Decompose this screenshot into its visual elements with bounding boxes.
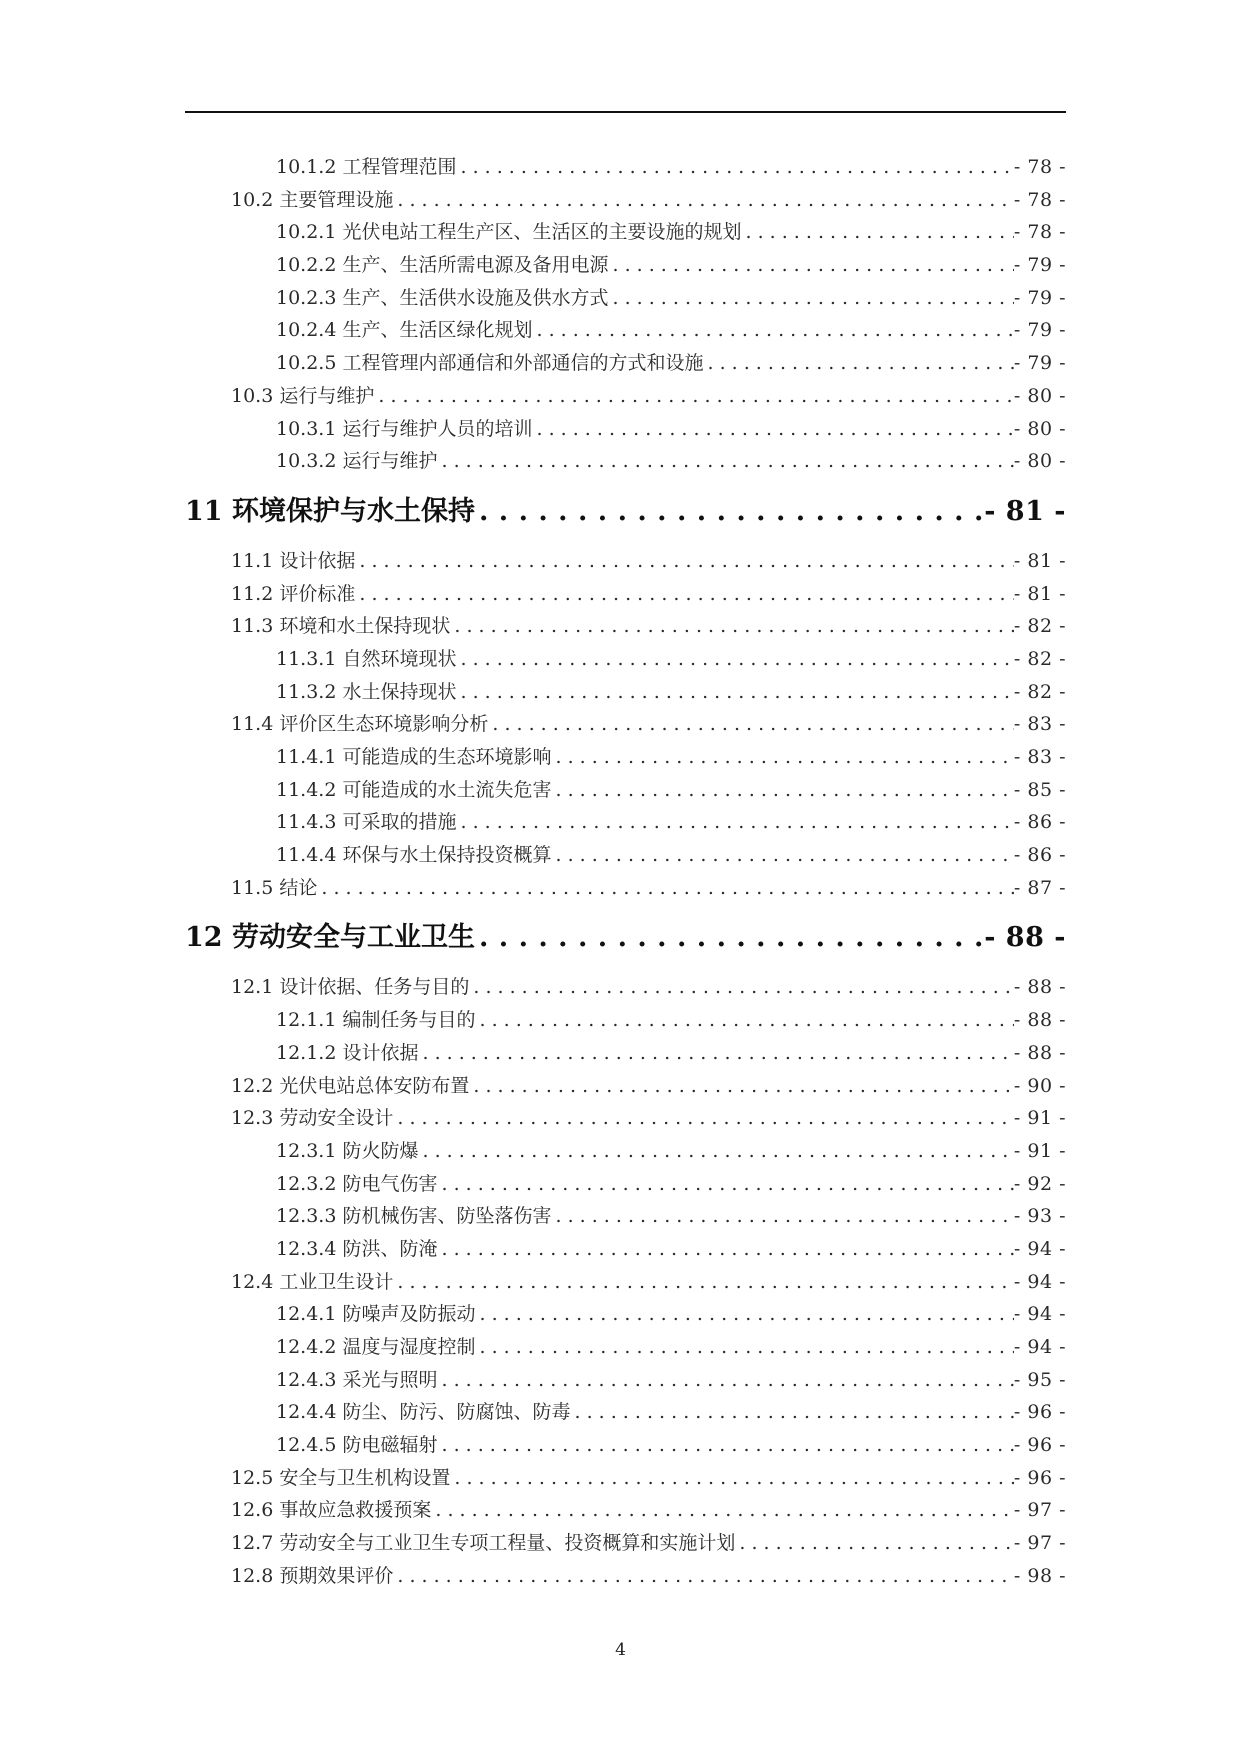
toc-entry[interactable] <box>185 413 1066 446</box>
toc-entry-label: 12.4.2 温度与湿度控制 <box>276 1336 476 1358</box>
dot-leader <box>735 1527 1014 1560</box>
dot-leader <box>570 1396 1013 1429</box>
toc-entry-label: 12.4.1 防噪声及防振动 <box>276 1303 476 1326</box>
toc-entry-page: - 97 - <box>1013 1532 1066 1555</box>
toc-entry-label: 10.2.2 生产、生活所需电源及备用电源 <box>276 254 609 277</box>
toc-entry-page: - 94 - <box>1013 1336 1066 1358</box>
toc-entry-page: - 81 - <box>984 495 1066 527</box>
toc-entry-label: 11.3.2 水土保持现状 <box>276 680 457 703</box>
toc-entry-page: - 81 - <box>1013 549 1066 572</box>
dot-leader <box>418 1037 1013 1070</box>
dot-leader <box>437 1233 1013 1266</box>
toc-entry-page: - 86 - <box>1013 844 1066 867</box>
toc-entry[interactable] <box>185 1070 1066 1103</box>
toc-entry-label: 10.3.1 运行与维护人员的培训 <box>276 417 533 440</box>
toc-entry-label: 11.3.1 自然环境现状 <box>276 647 457 670</box>
dot-leader <box>532 314 1013 347</box>
dot-leader <box>393 1266 1014 1299</box>
toc-entry-label: 12.7 劳动安全与工业卫生专项工程量、投资概算和实施计划 <box>231 1532 736 1555</box>
toc-entry[interactable] <box>185 282 1066 315</box>
toc-entry-page: - 78 - <box>1013 156 1066 178</box>
dot-leader <box>608 249 1013 282</box>
toc-entry[interactable] <box>185 216 1066 249</box>
dot-leader <box>475 914 984 961</box>
dot-leader <box>437 1364 1013 1397</box>
header-rule <box>185 111 1066 113</box>
toc-entry-label: 10.2.4 生产、生活区绿化规划 <box>276 319 533 342</box>
toc-entry[interactable] <box>185 1037 1066 1070</box>
toc-entry[interactable] <box>185 741 1066 774</box>
toc-entry[interactable] <box>185 643 1066 676</box>
dot-leader <box>456 151 1013 184</box>
toc-entry-label: 12.4.4 防尘、防污、防腐蚀、防毒 <box>276 1401 571 1424</box>
toc-entry[interactable] <box>185 1494 1066 1527</box>
dot-leader <box>431 1494 1014 1527</box>
toc-entry-label: 12.3 劳动安全设计 <box>231 1107 394 1130</box>
toc-entry[interactable] <box>185 380 1066 413</box>
toc-entry-label: 11.4.1 可能造成的生态环境影响 <box>276 746 552 768</box>
toc-entry[interactable] <box>185 676 1066 709</box>
toc-entry-label: 12.2 光伏电站总体安防布置 <box>231 1074 470 1097</box>
toc-chapter-entry[interactable] <box>185 488 1066 535</box>
toc-entry-page: - 83 - <box>1013 713 1066 736</box>
toc-entry[interactable] <box>185 1004 1066 1037</box>
dot-leader <box>437 1429 1013 1462</box>
toc-entry-label: 12.3.1 防火防爆 <box>276 1139 419 1162</box>
dot-leader <box>437 445 1013 478</box>
toc-entry[interactable] <box>185 806 1066 839</box>
toc-entry[interactable] <box>185 1396 1066 1429</box>
dot-leader <box>551 1200 1013 1233</box>
dot-leader <box>532 413 1013 446</box>
page-number: 4 <box>615 1640 626 1660</box>
dot-leader <box>551 774 1013 807</box>
toc-entry[interactable] <box>185 578 1066 611</box>
toc-entry-label: 11.2 评价标准 <box>231 582 356 605</box>
toc-entry-page: - 91 - <box>1013 1139 1066 1162</box>
toc-entry-page: - 98 - <box>1013 1564 1066 1587</box>
toc-entry-label: 12.4 工业卫生设计 <box>231 1270 394 1293</box>
toc-entry-page: - 78 - <box>1013 221 1066 244</box>
toc-entry[interactable] <box>185 445 1066 478</box>
dot-leader <box>741 216 1013 249</box>
dot-leader <box>450 610 1014 643</box>
toc-entry-page: - 88 - <box>984 922 1066 954</box>
toc-entry-label: 10.2 主要管理设施 <box>231 188 394 211</box>
toc-entry-label: 12.6 事故应急救援预案 <box>231 1499 432 1522</box>
dot-leader <box>456 676 1013 709</box>
toc-chapter-entry[interactable] <box>185 914 1066 961</box>
toc-entry-page: - 94 - <box>1013 1303 1066 1326</box>
toc-entry-page: - 85 - <box>1013 778 1066 801</box>
dot-leader <box>703 347 1013 380</box>
toc-entry-label: 12.4.5 防电磁辐射 <box>276 1434 438 1457</box>
toc-entry[interactable] <box>185 249 1066 282</box>
toc-entry-page: - 82 - <box>1013 680 1066 703</box>
dot-leader <box>317 872 1014 905</box>
dot-leader <box>469 1070 1014 1103</box>
toc-entry[interactable] <box>185 184 1066 217</box>
toc-entry-label: 10.2.5 工程管理内部通信和外部通信的方式和设施 <box>276 352 704 375</box>
dot-leader <box>551 839 1013 872</box>
toc-entry-page: - 82 - <box>1013 615 1066 638</box>
toc-entry[interactable] <box>185 1298 1066 1331</box>
toc-entry[interactable] <box>185 1527 1066 1560</box>
toc-entry-page: - 87 - <box>1013 876 1066 899</box>
toc-entry-page: - 95 - <box>1013 1368 1066 1391</box>
toc-entry-page: - 88 - <box>1013 1041 1066 1064</box>
dot-leader <box>608 282 1013 315</box>
toc-entry[interactable] <box>185 151 1066 184</box>
toc-entry-page: - 80 - <box>1013 384 1066 407</box>
toc-entry-label: 12.3.3 防机械伤害、防坠落伤害 <box>276 1205 552 1228</box>
toc-entry-label: 11.5 结论 <box>231 876 318 899</box>
dot-leader <box>469 971 1014 1004</box>
dot-leader <box>450 1462 1014 1495</box>
toc-entry[interactable] <box>185 1266 1066 1299</box>
dot-leader <box>437 1168 1013 1201</box>
toc-entry-label: 12.1.2 设计依据 <box>276 1041 419 1064</box>
toc-entry-label: 11.4.3 可采取的措施 <box>276 811 457 834</box>
toc-entry-page: - 88 - <box>1013 976 1066 999</box>
dot-leader <box>374 380 1014 413</box>
toc-entry[interactable] <box>185 839 1066 872</box>
toc-entry-page: - 96 - <box>1013 1434 1066 1457</box>
toc-entry-label: 11.4.4 环保与水土保持投资概算 <box>276 844 552 867</box>
toc-entry-page: - 80 - <box>1013 417 1066 440</box>
toc-entry-page: - 90 - <box>1013 1074 1066 1097</box>
toc-entry-label: 11.1 设计依据 <box>231 549 356 572</box>
dot-leader <box>488 708 1014 741</box>
toc-entry-page: - 96 - <box>1013 1401 1066 1424</box>
toc-entry[interactable] <box>185 1233 1066 1266</box>
toc-entry-page: - 94 - <box>1013 1237 1066 1260</box>
toc-entry-page: - 96 - <box>1013 1466 1066 1489</box>
toc-entry[interactable] <box>185 1331 1066 1364</box>
toc-entry[interactable] <box>185 314 1066 347</box>
dot-leader <box>456 643 1013 676</box>
toc-entry[interactable] <box>185 1168 1066 1201</box>
toc-entry-page: - 93 - <box>1013 1205 1066 1228</box>
toc-entry[interactable] <box>185 1135 1066 1168</box>
toc-entry[interactable] <box>185 774 1066 807</box>
toc-entry-label: 10.3 运行与维护 <box>231 384 375 407</box>
toc-entry[interactable] <box>185 708 1066 741</box>
toc-entry[interactable] <box>185 1560 1066 1593</box>
toc-entry-label: 12.5 安全与卫生机构设置 <box>231 1466 451 1489</box>
dot-leader <box>475 1331 1013 1364</box>
toc-entry-page: - 86 - <box>1013 811 1066 834</box>
dot-leader <box>355 545 1014 578</box>
dot-leader <box>393 1102 1014 1135</box>
toc-entry-label: 10.2.3 生产、生活供水设施及供水方式 <box>276 286 609 309</box>
toc-entry-page: - 80 - <box>1013 450 1066 473</box>
toc-entry-label: 12.1 设计依据、任务与目的 <box>231 976 470 999</box>
toc-entry-label: 10.1.2 工程管理范围 <box>276 156 457 178</box>
toc-entry-page: - 79 - <box>1013 319 1066 342</box>
toc-entry-label: 12.1.1 编制任务与目的 <box>276 1009 476 1032</box>
toc-entry[interactable] <box>185 545 1066 578</box>
toc-entry-label: 10.3.2 运行与维护 <box>276 450 438 473</box>
toc-entry-label: 11.3 环境和水土保持现状 <box>231 615 451 638</box>
dot-leader <box>551 741 1013 774</box>
toc-entry-page: - 92 - <box>1013 1172 1066 1195</box>
toc-entry-page: - 83 - <box>1013 746 1066 768</box>
toc-entry-label: 12.3.2 防电气伤害 <box>276 1172 438 1195</box>
toc-entry[interactable] <box>185 971 1066 1004</box>
toc-entry-page: - 79 - <box>1013 352 1066 375</box>
dot-leader <box>475 1004 1013 1037</box>
table-of-contents <box>185 151 1066 1593</box>
toc-entry-page: - 91 - <box>1013 1107 1066 1130</box>
toc-entry[interactable] <box>185 610 1066 643</box>
dot-leader <box>418 1135 1013 1168</box>
toc-entry-page: - 79 - <box>1013 254 1066 277</box>
toc-entry[interactable] <box>185 872 1066 905</box>
dot-leader <box>393 1560 1014 1593</box>
toc-entry-page: - 78 - <box>1013 188 1066 211</box>
toc-entry[interactable] <box>185 1364 1066 1397</box>
toc-entry[interactable] <box>185 347 1066 380</box>
dot-leader <box>393 184 1014 217</box>
toc-entry[interactable] <box>185 1429 1066 1462</box>
toc-entry-label: 12 劳动安全与工业卫生 <box>185 922 475 954</box>
toc-entry-label: 11.4.2 可能造成的水土流失危害 <box>276 778 552 801</box>
toc-entry[interactable] <box>185 1200 1066 1233</box>
toc-entry-page: - 81 - <box>1013 582 1066 605</box>
toc-entry-page: - 82 - <box>1013 647 1066 670</box>
toc-entry-page: - 88 - <box>1013 1009 1066 1032</box>
dot-leader <box>475 1298 1013 1331</box>
toc-entry-label: 12.8 预期效果评价 <box>231 1564 394 1587</box>
toc-entry-label: 11.4 评价区生态环境影响分析 <box>231 713 489 736</box>
toc-entry[interactable] <box>185 1102 1066 1135</box>
toc-entry-page: - 94 - <box>1013 1270 1066 1293</box>
toc-entry-label: 12.3.4 防洪、防淹 <box>276 1237 438 1260</box>
toc-entry-label: 11 环境保护与水土保持 <box>185 495 475 527</box>
dot-leader <box>456 806 1013 839</box>
dot-leader <box>475 488 984 535</box>
toc-entry-label: 10.2.1 光伏电站工程生产区、生活区的主要设施的规划 <box>276 221 742 244</box>
toc-entry[interactable] <box>185 1462 1066 1495</box>
toc-entry-label: 12.4.3 采光与照明 <box>276 1368 438 1391</box>
toc-entry-page: - 97 - <box>1013 1499 1066 1522</box>
dot-leader <box>355 578 1014 611</box>
toc-entry-page: - 79 - <box>1013 286 1066 309</box>
